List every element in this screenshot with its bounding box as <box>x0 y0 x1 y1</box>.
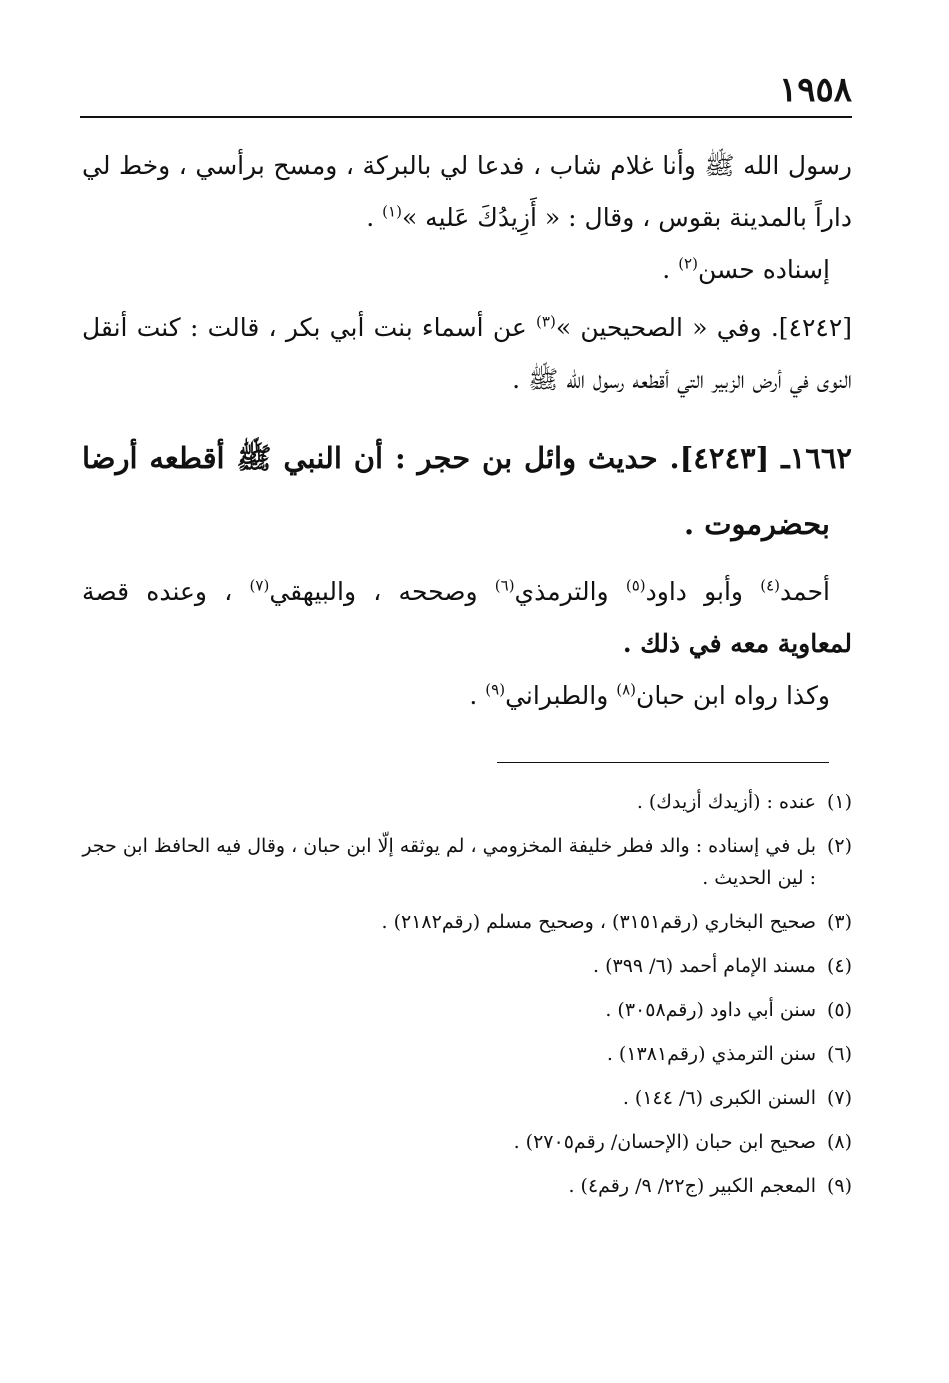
header-rule <box>80 116 852 118</box>
paragraph-4242-line-2: النوى في أرض الزبير التي أقطعه رسول الله ﷺ . <box>512 365 852 394</box>
footnote-ref-5: (٥) <box>625 576 646 595</box>
p4242-part-b: عن أسماء بنت أبي بكر ، قالت : كنت أنقل <box>82 313 537 342</box>
footnote <box>82 1126 852 1158</box>
kadha-ibnhibban: وكذا رواه ابن حبان <box>636 681 830 710</box>
takhrij-bayhaqi: وصححه ، والبيهقي <box>269 577 495 606</box>
footnote-text: مسند الإمام أحمد (٦/ ٣٩٩) . <box>593 955 816 977</box>
narration-end: . <box>366 203 383 232</box>
footnote-number: (٧) <box>826 1087 852 1109</box>
footnote <box>82 994 852 1026</box>
footnote-ref-4: (٤) <box>760 576 781 595</box>
footnote-text: عنده : (أزيدك أزيدك) . <box>636 791 816 813</box>
footnote-ref-8: (٨) <box>616 680 637 699</box>
footnote-separator <box>497 762 829 763</box>
takhrij-paragraph <box>82 566 852 722</box>
footnote <box>82 1038 852 1070</box>
footnote-ref-1: (١) <box>382 202 402 221</box>
footnote-text: سنن أبي داود (رقم٣٠٥٨) . <box>605 999 816 1021</box>
footnote <box>82 1082 852 1114</box>
footnote-ref-7: (٧) <box>249 576 270 595</box>
takhrij-ahmad: أحمد <box>780 577 830 606</box>
footnote-ref-2: (٢) <box>678 254 698 273</box>
footnote <box>82 950 852 982</box>
footnote-text: صحيح البخاري (رقم٣١٥١) ، وصحيح مسلم (رقم٢١٨٢) . <box>381 911 816 933</box>
isnad-end: . <box>662 255 679 284</box>
kadha-end: . <box>469 681 486 710</box>
isnad-line <box>82 244 852 296</box>
takhrij-abudawud: وأبو داود <box>645 577 761 606</box>
footnote-number: (٨) <box>826 1131 852 1153</box>
footnote-text: صحيح ابن حبان (الإحسان/ رقم٢٧٠٥) . <box>513 1131 816 1153</box>
hadith-heading-line-2: بحضرموت . <box>684 507 830 541</box>
footnote-number: (٥) <box>826 999 852 1021</box>
paragraph-4242-line-1 <box>82 302 852 354</box>
footnote <box>82 830 852 894</box>
footnote-text: المعجم الكبير (ج٢٢/ ٩/ رقم٤) . <box>568 1175 816 1197</box>
footnote-number: (٦) <box>826 1043 852 1065</box>
narration-line-1: رسول الله ﷺ وأنا غلام شاب ، فدعا لي بالبركة ، ومسح برأسي ، وخط لي <box>82 151 852 180</box>
narration-paragraph <box>82 140 852 296</box>
footnote-number: (٣) <box>826 911 852 933</box>
kadha-tabarani: والطبراني <box>505 681 617 710</box>
takhrij-qissa: ، وعنده قصة <box>82 577 250 606</box>
footnote-text: سنن الترمذي (رقم١٣٨١) . <box>606 1043 816 1065</box>
takhrij-tirmidhi: والترمذي <box>514 577 626 606</box>
footnote-text: بل في إسناده : والد فطر خليفة المخزومي ، لم يوثقه إلّا ابن حبان ، وقال فيه الحافظ ابن حجر : لين الحديث . <box>82 835 816 889</box>
takhrij-line-1 <box>82 566 852 618</box>
footnote-ref-6: (٦) <box>494 576 515 595</box>
footnote <box>82 1170 852 1202</box>
footnote-number: (٩) <box>826 1175 852 1197</box>
footnote <box>82 786 852 818</box>
hadith-heading-line-1: ١٦٦٢ـ [٤٢٤٣]. حديث وائل بن حجر : أن النبي ﷺ أقطعه أرضا <box>82 441 852 475</box>
takhrij-line-2: لمعاوية معه في ذلك . <box>622 629 852 658</box>
paragraph-4242 <box>82 302 852 406</box>
hadith-heading <box>82 425 852 557</box>
page-number: ١٩٥٨ <box>778 70 852 110</box>
narration-quote: داراً بالمدينة بقوس ، وقال : « أَزِيدُكَ عَليه » <box>401 203 852 232</box>
footnote-ref-9: (٩) <box>485 680 506 699</box>
narration-line-2 <box>82 192 852 244</box>
p4242-part-a: [٤٢٤٢]. وفي « الصحيحين » <box>555 313 852 342</box>
footnote <box>82 906 852 938</box>
footnote-number: (٢) <box>826 835 852 857</box>
footnote-number: (١) <box>826 791 852 813</box>
footnote-number: (٤) <box>826 955 852 977</box>
isnad-text: إسناده حسن <box>697 255 830 284</box>
footnotes <box>82 786 852 1214</box>
footnote-ref-3: (٣) <box>536 312 556 331</box>
kadha-line <box>82 670 852 722</box>
footnote-text: السنن الكبرى (٦/ ١٤٤) . <box>622 1087 816 1109</box>
